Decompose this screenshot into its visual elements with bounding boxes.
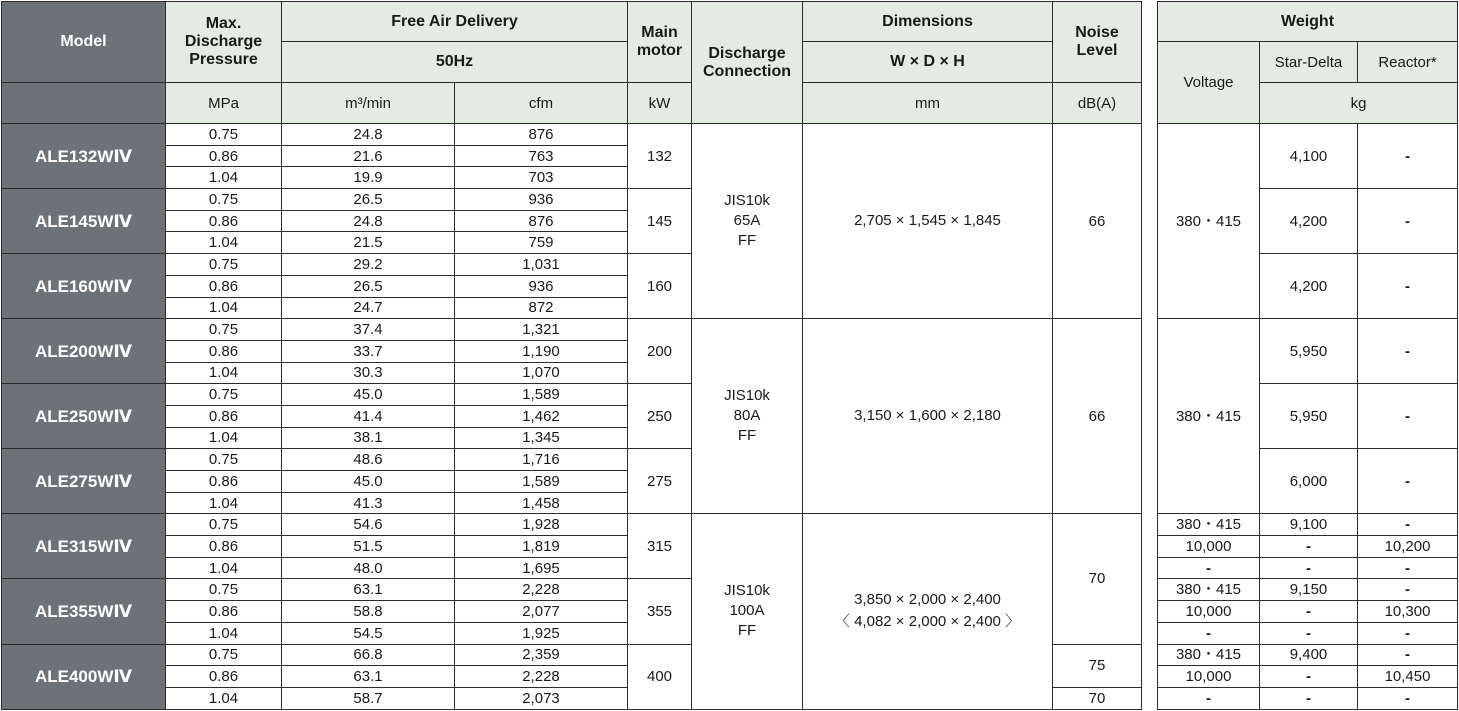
header-noise: Noise Level xyxy=(1053,2,1142,83)
weight-table xyxy=(1157,1,1458,710)
star-delta-weight: - xyxy=(1260,536,1358,558)
fad-cfm-value: 872 xyxy=(455,297,628,319)
fad-m3min-value: 30.3 xyxy=(282,362,455,384)
fad-cfm-value: 1,190 xyxy=(455,340,628,362)
voltage-value: 380・415 xyxy=(1158,514,1260,536)
table-row xyxy=(1158,536,1458,558)
spec-table xyxy=(1,1,1142,710)
cell-line: FF xyxy=(737,622,757,640)
pressure-value: 0.75 xyxy=(166,384,282,406)
fad-m3min-value: 24.8 xyxy=(282,210,455,232)
pressure-value: 1.04 xyxy=(166,557,282,579)
pressure-value: 1.04 xyxy=(166,232,282,254)
reactor-weight: - xyxy=(1358,687,1458,709)
fad-cfm-value: 1,819 xyxy=(455,536,628,558)
noise-value: 66 xyxy=(1053,124,1142,319)
table-row xyxy=(1158,622,1458,644)
fad-cfm-value: 2,228 xyxy=(455,666,628,688)
header-dimensions: Dimensions xyxy=(803,2,1053,42)
noise-value: 66 xyxy=(1053,319,1142,514)
table-row xyxy=(2,124,1142,146)
fad-cfm-value: 2,228 xyxy=(455,579,628,601)
voltage-value: - xyxy=(1158,557,1260,579)
reactor-weight: - xyxy=(1358,319,1458,384)
pressure-value: 0.75 xyxy=(166,449,282,471)
star-delta-weight: - xyxy=(1260,622,1358,644)
reactor-weight: - xyxy=(1358,579,1458,601)
fad-cfm-value: 1,928 xyxy=(455,514,628,536)
table-row xyxy=(1158,687,1458,709)
fad-cfm-value: 2,077 xyxy=(455,601,628,623)
pressure-value: 0.86 xyxy=(166,275,282,297)
voltage-value: 380・415 xyxy=(1158,124,1260,319)
header-star-delta: Star-Delta xyxy=(1260,42,1358,83)
motor-value: 400 xyxy=(628,644,692,709)
fad-m3min-value: 48.6 xyxy=(282,449,455,471)
table-row xyxy=(1158,319,1458,341)
fad-cfm-value: 1,458 xyxy=(455,492,628,514)
pressure-value: 0.86 xyxy=(166,666,282,688)
star-delta-weight: 4,100 xyxy=(1260,124,1358,189)
dimensions-value xyxy=(803,514,1053,709)
reactor-weight: - xyxy=(1358,622,1458,644)
fad-cfm-value: 2,359 xyxy=(455,644,628,666)
fad-m3min-value: 26.5 xyxy=(282,275,455,297)
header-voltage: Voltage xyxy=(1158,42,1260,124)
reactor-weight: 10,300 xyxy=(1358,601,1458,623)
unit-noise: dB(A) xyxy=(1053,83,1142,124)
cell-line: FF xyxy=(737,427,757,445)
reactor-weight: - xyxy=(1358,384,1458,449)
motor-value: 160 xyxy=(628,254,692,319)
table-row xyxy=(1158,557,1458,579)
fad-cfm-value: 1,031 xyxy=(455,254,628,276)
model-name: ALE315WⅣ xyxy=(2,514,166,579)
table-row xyxy=(1158,579,1458,601)
fad-cfm-value: 1,345 xyxy=(455,427,628,449)
pressure-value: 0.75 xyxy=(166,124,282,146)
fad-cfm-value: 703 xyxy=(455,167,628,189)
fad-m3min-value: 19.9 xyxy=(282,167,455,189)
star-delta-weight: 5,950 xyxy=(1260,384,1358,449)
motor-value: 275 xyxy=(628,449,692,514)
pressure-value: 0.86 xyxy=(166,471,282,493)
pressure-value: 1.04 xyxy=(166,427,282,449)
unit-dim: mm xyxy=(803,83,1053,124)
header-dim-whd: W × D × H xyxy=(803,42,1053,83)
noise-value: 70 xyxy=(1053,687,1142,709)
pressure-value: 1.04 xyxy=(166,362,282,384)
fad-m3min-value: 51.5 xyxy=(282,536,455,558)
table-row xyxy=(1158,666,1458,688)
motor-value: 132 xyxy=(628,124,692,189)
pressure-value: 0.86 xyxy=(166,340,282,362)
pressure-value: 0.75 xyxy=(166,319,282,341)
fad-m3min-value: 38.1 xyxy=(282,427,455,449)
fad-cfm-value: 876 xyxy=(455,210,628,232)
pressure-value: 0.75 xyxy=(166,644,282,666)
model-name: ALE400WⅣ xyxy=(2,644,166,709)
discharge-connection xyxy=(692,124,803,319)
cell-line: 100A xyxy=(729,602,765,620)
header-weight: Weight xyxy=(1158,2,1458,42)
model-name: ALE275WⅣ xyxy=(2,449,166,514)
pressure-value: 1.04 xyxy=(166,687,282,709)
fad-m3min-value: 41.4 xyxy=(282,405,455,427)
dimensions-value xyxy=(803,319,1053,514)
model-name: ALE355WⅣ xyxy=(2,579,166,644)
fad-m3min-value: 45.0 xyxy=(282,471,455,493)
dimensions-alt-line: 〈 4,082 × 2,000 × 2,400 〉 xyxy=(834,613,1021,631)
table-row xyxy=(1158,514,1458,536)
pressure-value: 1.04 xyxy=(166,297,282,319)
table-row xyxy=(1158,601,1458,623)
star-delta-weight: 4,200 xyxy=(1260,254,1358,319)
voltage-value: 10,000 xyxy=(1158,536,1260,558)
cell-line: JIS10k xyxy=(724,582,770,600)
cell-line: 80A xyxy=(733,407,761,425)
voltage-value: 380・415 xyxy=(1158,319,1260,514)
fad-m3min-value: 21.6 xyxy=(282,145,455,167)
table-row xyxy=(2,514,1142,536)
star-delta-weight: - xyxy=(1260,601,1358,623)
star-delta-weight: - xyxy=(1260,666,1358,688)
fad-m3min-value: 45.0 xyxy=(282,384,455,406)
fad-cfm-value: 1,462 xyxy=(455,405,628,427)
header-pressure: Max. Discharge Pressure xyxy=(166,2,282,83)
fad-cfm-value: 763 xyxy=(455,145,628,167)
fad-cfm-value: 1,070 xyxy=(455,362,628,384)
header-model: Model xyxy=(2,2,166,83)
fad-m3min-value: 54.6 xyxy=(282,514,455,536)
discharge-connection xyxy=(692,319,803,514)
voltage-value: 10,000 xyxy=(1158,601,1260,623)
model-name: ALE200WⅣ xyxy=(2,319,166,384)
unit-m3min: m³/min xyxy=(282,83,455,124)
noise-value: 70 xyxy=(1053,514,1142,644)
fad-cfm-value: 1,321 xyxy=(455,319,628,341)
fad-m3min-value: 29.2 xyxy=(282,254,455,276)
header-fad: Free Air Delivery xyxy=(282,2,628,42)
fad-m3min-value: 26.5 xyxy=(282,189,455,211)
pressure-value: 1.04 xyxy=(166,167,282,189)
fad-m3min-value: 37.4 xyxy=(282,319,455,341)
star-delta-weight: 6,000 xyxy=(1260,449,1358,514)
voltage-value: 380・415 xyxy=(1158,579,1260,601)
unit-motor: kW xyxy=(628,83,692,124)
dimensions-line: 2,705 × 1,545 × 1,845 xyxy=(854,212,1001,230)
header-model-blank xyxy=(2,83,166,124)
star-delta-weight: 4,200 xyxy=(1260,189,1358,254)
fad-cfm-value: 876 xyxy=(455,124,628,146)
motor-value: 355 xyxy=(628,579,692,644)
fad-m3min-value: 63.1 xyxy=(282,579,455,601)
pressure-value: 0.86 xyxy=(166,405,282,427)
pressure-value: 0.86 xyxy=(166,145,282,167)
fad-cfm-value: 759 xyxy=(455,232,628,254)
reactor-weight: - xyxy=(1358,514,1458,536)
star-delta-weight: - xyxy=(1260,687,1358,709)
model-name: ALE145WⅣ xyxy=(2,189,166,254)
fad-cfm-value: 1,695 xyxy=(455,557,628,579)
pressure-value: 0.86 xyxy=(166,601,282,623)
fad-m3min-value: 54.5 xyxy=(282,622,455,644)
star-delta-weight: 5,950 xyxy=(1260,319,1358,384)
reactor-weight: - xyxy=(1358,557,1458,579)
fad-cfm-value: 1,589 xyxy=(455,471,628,493)
fad-m3min-value: 24.8 xyxy=(282,124,455,146)
pressure-value: 0.75 xyxy=(166,189,282,211)
fad-cfm-value: 1,716 xyxy=(455,449,628,471)
reactor-weight: - xyxy=(1358,189,1458,254)
dimensions-line: 3,150 × 1,600 × 2,180 xyxy=(854,407,1001,425)
header-reactor: Reactor* xyxy=(1358,42,1458,83)
unit-pressure: MPa xyxy=(166,83,282,124)
star-delta-weight: 9,150 xyxy=(1260,579,1358,601)
fad-cfm-value: 1,589 xyxy=(455,384,628,406)
reactor-weight: 10,450 xyxy=(1358,666,1458,688)
noise-value: 75 xyxy=(1053,644,1142,687)
pressure-value: 0.75 xyxy=(166,514,282,536)
pressure-value: 0.86 xyxy=(166,536,282,558)
voltage-value: - xyxy=(1158,622,1260,644)
unit-weight: kg xyxy=(1260,83,1458,124)
model-name: ALE132WⅣ xyxy=(2,124,166,189)
fad-m3min-value: 24.7 xyxy=(282,297,455,319)
unit-cfm: cfm xyxy=(455,83,628,124)
fad-m3min-value: 58.7 xyxy=(282,687,455,709)
voltage-value: 10,000 xyxy=(1158,666,1260,688)
star-delta-weight: 9,100 xyxy=(1260,514,1358,536)
reactor-weight: 10,200 xyxy=(1358,536,1458,558)
header-fad-freq: 50Hz xyxy=(282,42,628,83)
pressure-value: 1.04 xyxy=(166,492,282,514)
pressure-value: 0.75 xyxy=(166,579,282,601)
motor-value: 315 xyxy=(628,514,692,579)
discharge-connection xyxy=(692,514,803,709)
fad-m3min-value: 33.7 xyxy=(282,340,455,362)
cell-line: JIS10k xyxy=(724,192,770,210)
header-discharge: Discharge Connection xyxy=(692,2,803,124)
reactor-weight: - xyxy=(1358,449,1458,514)
voltage-value: 380・415 xyxy=(1158,644,1260,666)
motor-value: 145 xyxy=(628,189,692,254)
reactor-weight: - xyxy=(1358,124,1458,189)
fad-cfm-value: 2,073 xyxy=(455,687,628,709)
header-motor: Main motor xyxy=(628,2,692,83)
weight-body xyxy=(1158,124,1458,710)
spec-body xyxy=(2,124,1142,710)
fad-cfm-value: 936 xyxy=(455,189,628,211)
model-name: ALE250WⅣ xyxy=(2,384,166,449)
fad-m3min-value: 48.0 xyxy=(282,557,455,579)
fad-m3min-value: 58.8 xyxy=(282,601,455,623)
table-row xyxy=(1158,124,1458,146)
reactor-weight: - xyxy=(1358,644,1458,666)
model-name: ALE160WⅣ xyxy=(2,254,166,319)
fad-m3min-value: 41.3 xyxy=(282,492,455,514)
fad-cfm-value: 1,925 xyxy=(455,622,628,644)
star-delta-weight: 9,400 xyxy=(1260,644,1358,666)
fad-m3min-value: 66.8 xyxy=(282,644,455,666)
reactor-weight: - xyxy=(1358,254,1458,319)
pressure-value: 1.04 xyxy=(166,622,282,644)
voltage-value: - xyxy=(1158,687,1260,709)
cell-line: FF xyxy=(737,232,757,250)
cell-line: 65A xyxy=(733,212,761,230)
dimensions-value xyxy=(803,124,1053,319)
star-delta-weight: - xyxy=(1260,557,1358,579)
motor-value: 250 xyxy=(628,384,692,449)
motor-value: 200 xyxy=(628,319,692,384)
pressure-value: 0.75 xyxy=(166,254,282,276)
table-row xyxy=(2,319,1142,341)
fad-m3min-value: 63.1 xyxy=(282,666,455,688)
dimensions-line: 3,850 × 2,000 × 2,400 xyxy=(854,591,1001,609)
cell-line: JIS10k xyxy=(724,387,770,405)
fad-cfm-value: 936 xyxy=(455,275,628,297)
fad-m3min-value: 21.5 xyxy=(282,232,455,254)
table-row xyxy=(1158,644,1458,666)
pressure-value: 0.86 xyxy=(166,210,282,232)
